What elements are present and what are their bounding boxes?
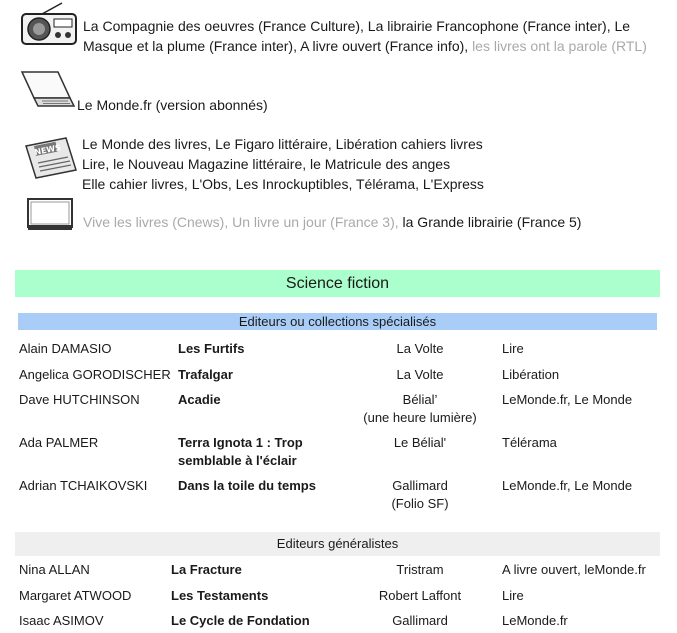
svg-text:NEWS: NEWS (33, 143, 62, 157)
author: Dave HUTCHINSON (19, 392, 140, 407)
publisher: Gallimard (Folio SF) (391, 478, 449, 511)
newspaper-icon (22, 136, 80, 182)
critics: LeMonde.fr (502, 613, 568, 628)
book-title: Le Cycle de Fondation (171, 613, 310, 628)
generalist-publishers-header: Editeurs généralistes (15, 532, 660, 556)
author: Margaret ATWOOD (19, 588, 132, 603)
publisher: Bélial’ (une heure lumière) (363, 392, 477, 425)
tv-programmes: Vive les livres (Cnews), Un livre un jour (France 3), la Grande librairie (France 5) (83, 214, 582, 230)
radio-programmes: La Compagnie des oeuvres (France Culture), La librairie Francophone (France inter), Le Masque et la plume (France inter), A livre ouvert (France info), les livres ont la parole (RTL) (83, 18, 647, 54)
laptop-icon (18, 70, 76, 112)
section-title: Science fiction (15, 270, 660, 297)
publisher: Gallimard (392, 613, 448, 628)
book-title: Les Furtifs (178, 341, 245, 356)
author: Nina ALLAN (19, 562, 90, 577)
book-title: La Fracture (171, 562, 242, 577)
critics: A livre ouvert, leMonde.fr (502, 562, 646, 577)
book-title: Acadie (178, 392, 221, 407)
author: Angelica GORODISCHER (19, 367, 171, 382)
book-title: Les Testaments (171, 588, 269, 603)
author: Ada PALMER (19, 435, 99, 450)
tv-icon (27, 198, 73, 232)
publisher: Tristram (396, 562, 444, 577)
specialised-publishers-header: Editeurs ou collections spécialisés (18, 313, 657, 330)
book-title: Terra Ignota 1 : Trop semblable à l'éclair (178, 435, 303, 468)
publisher: Robert Laffont (378, 588, 462, 603)
author: Adrian TCHAIKOVSKI (19, 478, 148, 493)
author: Isaac ASIMOV (19, 613, 104, 628)
author: Alain DAMASIO (19, 341, 112, 356)
critics: LeMonde.fr, Le Monde (502, 392, 633, 407)
critics: LeMonde.fr, Le Monde (502, 478, 633, 493)
book-title: Trafalgar (178, 367, 233, 382)
press-sources: Le Monde des livres, Le Figaro littéraire, Libération cahiers livres Lire, le Nouveau Magazine littéraire, le Matricule des anges Elle cahier livres, L'Obs, Les Inrockuptibles, Télérama, L'Express (82, 136, 484, 192)
publisher: Le Bélial' (393, 435, 447, 450)
critics: Télérama (502, 435, 557, 450)
critics: Lire (502, 341, 524, 356)
radio-icon (20, 2, 78, 46)
critics: Libération (502, 367, 560, 382)
critics: Lire (502, 588, 524, 603)
web-sources: Le Monde.fr (version abonnés) (77, 97, 268, 113)
publisher: La Volte (396, 341, 444, 356)
publisher: La Volte (396, 367, 444, 382)
book-title: Dans la toile du temps (178, 478, 316, 493)
